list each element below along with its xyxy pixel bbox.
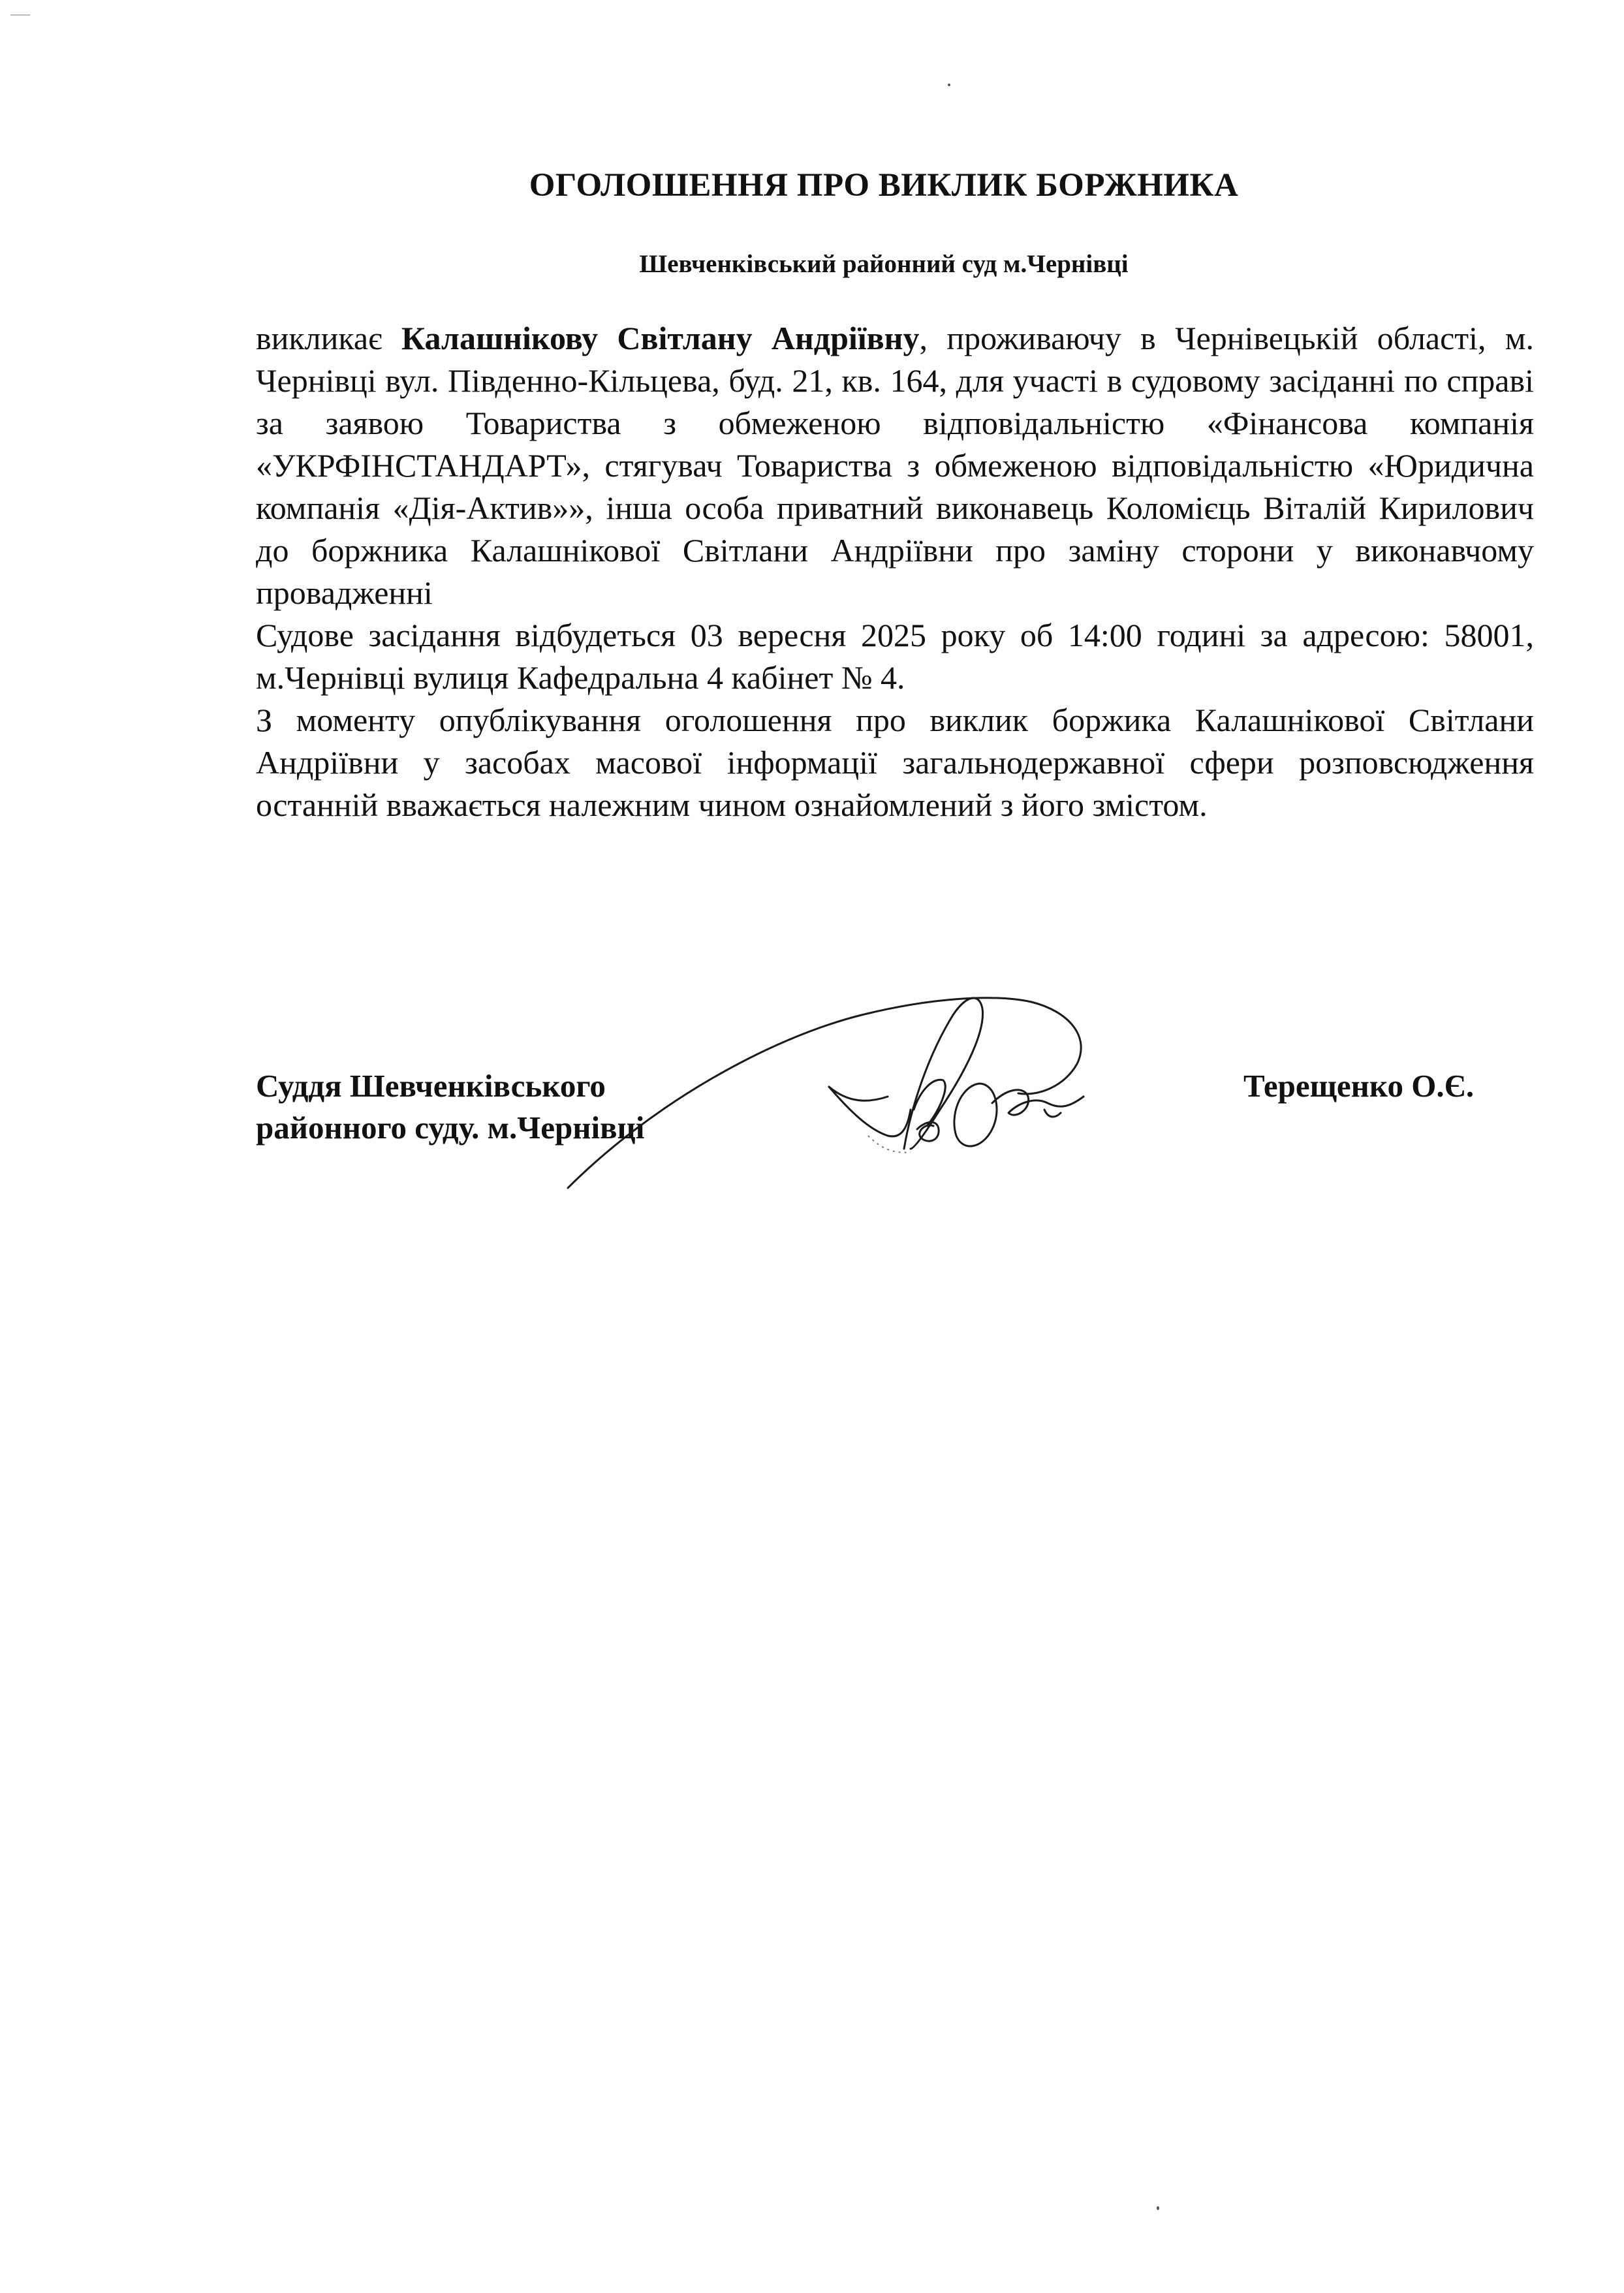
judge-title-line2: районного суду. м.Чернівці	[256, 1110, 645, 1146]
judge-title-line1: Суддя Шевченківського	[256, 1068, 606, 1104]
court-name: Шевченківський районний суд м.Чернівці	[639, 250, 1129, 278]
hearing-paragraph: Судове засідання відбудеться 03 вересня 2025 року об 14:00 годині за адресою: 58001, м.Чернівці вулиця Кафедральна 4 кабінет № 4.	[256, 617, 1534, 696]
announcement-body	[256, 317, 1534, 826]
scan-speck	[948, 84, 950, 86]
judge-title	[256, 1065, 644, 1149]
announcement-title: ОГОЛОШЕННЯ ПРО ВИКЛИК БОРЖНИКА	[529, 167, 1239, 204]
debtor-name: Калашнікову Світлану Андріївну	[401, 320, 920, 356]
summons-lead: викликає	[256, 320, 401, 356]
publication-paragraph: З моменту опублікування оголошення про виклик боржика Калашнікової Світлани Андріївни у засобах масової інформації загальнодержавної сфери розповсюдження останній вважається належним чином ознайомлений з його змістом.	[256, 702, 1534, 823]
scan-speck	[10, 14, 30, 16]
summons-details: , проживаючу в Чернівецькій області, м. Чернівці вул. Південно-Кільцева, буд. 21, кв. 164, для участі в судовому засіданні по справі за заявою Товариства з обмеженою відповідальністю «Фінансова компанія «УКРФІНСТАНДАРТ», стягувач Товариства з обмеженою відповідальністю «Юридична компанія «Дія-Актив»», інша особа приватний виконавець Коломієць Віталій Кирилович до боржника Калашнікової Світлани Андріївни про заміну сторони у виконавчому провадженні	[256, 320, 1534, 611]
scan-speck	[1157, 2206, 1159, 2210]
summons-paragraph	[256, 317, 1534, 614]
judge-name: Терещенко О.Є.	[1243, 1068, 1475, 1104]
